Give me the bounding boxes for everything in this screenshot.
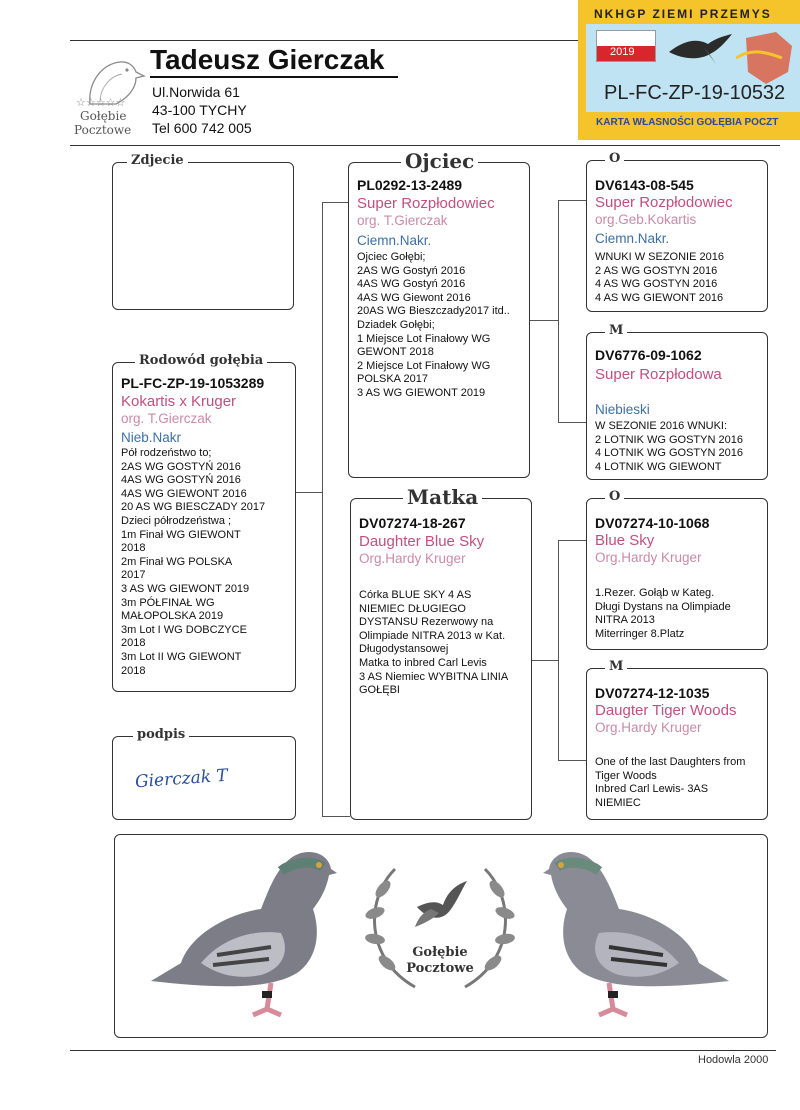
sire-sire-ring-number: DV6143-08-545 — [595, 177, 694, 193]
sire-dam-box — [586, 323, 768, 480]
site-logo — [70, 52, 150, 142]
sire-color: Ciemn.Nakr. — [357, 233, 432, 248]
dam-dam-achievements — [595, 756, 763, 810]
bird-ring-number: PL-FC-ZP-19-1053289 — [121, 375, 265, 391]
breeder-name: Tadeusz Gierczak — [150, 44, 385, 75]
emblem-text-2: Pocztowe — [406, 961, 474, 976]
achievement-line: POLSKA 2017 — [357, 373, 428, 386]
bird-org: org. T.Gierczak — [121, 411, 212, 426]
achievement-line: 4AS WG Giewont 2016 — [357, 291, 471, 304]
sire-ring-number: PL0292-13-2489 — [357, 177, 463, 193]
sire-dam-legend: M — [605, 323, 627, 338]
achievement-line: 3m Lot I WG DOBCZYCE — [121, 623, 247, 636]
achievement-line: 4AS WG GIEWONT 2016 — [121, 487, 247, 500]
achievement-line: 4 AS WG GIEWONT 2016 — [595, 291, 724, 304]
achievement-line: DYSTANSU Rezerwowy na — [359, 616, 494, 629]
achievement-line: Długodystansowej — [359, 643, 449, 656]
achievement-line: 3m Lot II WG GIEWONT — [121, 650, 242, 663]
dam-sire-legend: O — [605, 489, 624, 504]
sire-org: org. T.Gierczak — [357, 213, 448, 228]
achievement-line: 2017 — [121, 569, 146, 582]
connector-dam-out — [532, 660, 558, 661]
achievement-line: Matka to inbred Carl Levis — [359, 656, 487, 669]
achievement-line: W SEZONIE 2016 WNUKI: — [595, 420, 728, 432]
name-underline — [150, 76, 398, 78]
dam-sire-box — [586, 489, 768, 650]
footer-text: Hodowla 2000 — [698, 1054, 769, 1066]
achievement-line: Inbred Carl Lewis- 3AS — [595, 783, 709, 796]
achievement-line: 4AS WG GOSTYŃ 2016 — [121, 474, 241, 487]
achievement-line: NITRA 2013 — [595, 614, 655, 627]
achievement-line: Dzieci półrodzeństwa ; — [121, 514, 232, 527]
achievement-line: 20 AS WG BIESCZADY 2017 — [121, 501, 266, 514]
sire-sire-name: Super Rozpłodowiec — [595, 194, 733, 211]
achievement-line: 3 AS Niemiec WYBITNA LINIA — [359, 670, 509, 683]
achievement-line: Dziadek Gołębi; — [357, 318, 435, 331]
pigeon-image-panel — [114, 834, 768, 1038]
dam-sire-ring-number: DV07274-10-1068 — [595, 515, 710, 531]
achievement-line: NIEMIEC DŁUGIEGO — [359, 602, 466, 615]
connector-sire-vertical — [558, 200, 559, 422]
signature-text: Gierczak T — [134, 765, 229, 793]
flying-pigeon-icon — [664, 30, 734, 70]
bird-box — [112, 353, 296, 692]
right-pigeon-illustration — [529, 843, 739, 1023]
achievement-line: 2018 — [121, 664, 146, 677]
card-title: NKHGP ZIEMI PRZEMYS — [594, 7, 772, 21]
connector-dam-vertical — [558, 540, 559, 760]
dam-sire-name: Blue Sky — [595, 532, 655, 549]
bird-name: Kokartis x Kruger — [121, 393, 237, 410]
sire-box — [348, 149, 530, 478]
photo-legend: Zdjecie — [127, 153, 188, 168]
card-footer: KARTA WŁASNOŚCI GOŁĘBIA POCZT — [596, 117, 779, 128]
achievement-line: Ojciec Gołębi; — [357, 251, 426, 263]
dam-ring-number: DV07274-18-267 — [359, 515, 466, 531]
achievement-line: 2m Finał WG POLSKA — [121, 555, 233, 568]
dam-box — [350, 485, 532, 820]
photo-box — [112, 153, 294, 310]
sire-dam-achievements — [595, 420, 763, 474]
address-line-2: 43-100 TYCHY — [152, 102, 247, 118]
left-pigeon-illustration — [141, 843, 351, 1023]
sire-dam-name: Super Rozpłodowa — [595, 366, 722, 383]
achievement-line: 2AS WG Gostyń 2016 — [357, 264, 466, 277]
achievement-line: Córka BLUE SKY 4 AS — [359, 589, 472, 601]
sire-sire-org: org.Geb.Kokartis — [595, 212, 697, 227]
top-rule — [70, 40, 580, 41]
emblem-text-1: Gołębie — [412, 945, 468, 960]
achievement-line: 4AS WG Gostyń 2016 — [357, 278, 466, 291]
achievement-line: 4 LOTNIK WG GIEWONT — [595, 460, 722, 473]
connector-to-sire — [322, 202, 348, 203]
sire-sire-legend: O — [605, 151, 624, 166]
dam-sire-org: Org.Hardy Kruger — [595, 550, 702, 565]
connector-bird-vertical — [322, 202, 323, 816]
connector-to-sire-sire — [558, 200, 586, 201]
connector-sire-out — [530, 320, 558, 321]
region-map-icon — [736, 28, 796, 88]
connector-to-dam — [322, 816, 350, 817]
achievement-line: 2 AS WG GOSTYN 2016 — [595, 264, 718, 277]
achievement-line: 1 Miejsce Lot Finałowy WG — [357, 332, 491, 345]
dam-dam-name: Daugter Tiger Woods — [595, 702, 737, 719]
achievement-line: WNUKI W SEZONIE 2016 — [595, 251, 724, 263]
dove-icon — [411, 879, 471, 929]
achievement-line: GOŁĘBI — [359, 684, 400, 697]
connector-bird-out — [296, 492, 322, 493]
sire-dam-color: Niebieski — [595, 402, 650, 417]
achievement-line: 1.Rezer. Gołąb w Kateg. — [595, 587, 715, 599]
achievement-line: 2018 — [121, 637, 146, 650]
achievement-line: 4 LOTNIK WG GOSTYN 2016 — [595, 447, 743, 460]
center-emblem — [355, 849, 525, 1025]
logo-text-1: Gołębie — [80, 109, 127, 123]
achievement-line: 4 AS WG GOSTYN 2016 — [595, 278, 718, 291]
achievement-line: Długi Dystans na Olimpiade — [595, 600, 731, 613]
sire-sire-color: Ciemn.Nakr. — [595, 231, 670, 246]
connector-to-sire-dam — [558, 422, 586, 423]
bird-achievements — [121, 447, 291, 678]
bird-color: Nieb.Nakr — [121, 430, 182, 445]
dam-name: Daughter Blue Sky — [359, 533, 485, 550]
achievement-line: 2AS WG GOSTYŃ 2016 — [121, 460, 241, 473]
achievement-line: Pół rodzeństwo to; — [121, 447, 212, 459]
connector-to-dam-dam — [558, 760, 586, 761]
logo-text-2: Pocztowe — [74, 123, 132, 137]
achievement-line: 1m Finał WG GIEWONT — [121, 528, 241, 541]
achievement-line: MAŁOPOLSKA 2019 — [121, 610, 224, 623]
achievement-line: 2 LOTNIK WG GOSTYN 2016 — [595, 433, 743, 446]
achievement-line: 2 Miejsce Lot Finałowy WG — [357, 359, 491, 372]
ownership-card — [578, 0, 800, 140]
dam-dam-box — [586, 659, 768, 820]
achievement-line: Olimpiade NITRA 2013 w Kat. — [359, 629, 506, 642]
logo-stars: ☆☆☆☆☆ — [76, 97, 126, 109]
card-year: 2019 — [610, 46, 635, 58]
connector-to-dam-sire — [558, 540, 586, 541]
achievement-line: 20AS WG Bieszczady2017 itd.. — [357, 305, 510, 318]
address-line-1: Ul.Norwida 61 — [152, 84, 240, 100]
dam-dam-legend: M — [605, 659, 627, 674]
footer-rule — [70, 1050, 776, 1051]
signature-box — [112, 727, 296, 820]
card-ring-number: PL-FC-ZP-19-10532 — [604, 82, 786, 104]
achievement-line: Miterringer 8.Platz — [595, 627, 685, 640]
achievement-line: One of the last Daughters from — [595, 756, 746, 768]
signature-legend: podpis — [133, 727, 189, 742]
dam-legend: Matka — [403, 485, 482, 509]
sire-achievements — [357, 251, 525, 401]
dam-dam-org: Org.Hardy Kruger — [595, 720, 702, 735]
achievement-line: 3 AS WG GIEWONT 2019 — [357, 386, 486, 399]
achievement-line: Tiger Woods — [595, 769, 657, 782]
sire-sire-achievements — [595, 251, 763, 305]
achievement-line: 2018 — [121, 542, 146, 555]
achievement-line: 3m PÓŁFINAŁ WG — [121, 596, 215, 609]
dam-achievements — [359, 589, 527, 698]
bird-legend: Rodowód gołębia — [135, 353, 267, 368]
sire-sire-box — [586, 151, 768, 312]
sire-name: Super Rozpłodowiec — [357, 195, 495, 212]
achievement-line: NIEMIEC — [595, 796, 641, 809]
card-map-panel — [586, 24, 800, 112]
sire-dam-ring-number: DV6776-09-1062 — [595, 347, 702, 363]
achievement-line: 3 AS WG GIEWONT 2019 — [121, 582, 250, 595]
dam-dam-ring-number: DV07274-12-1035 — [595, 685, 710, 701]
dam-sire-achievements — [595, 587, 763, 641]
achievement-line: GEWONT 2018 — [357, 346, 434, 359]
header-rule — [70, 145, 780, 146]
phone: Tel 600 742 005 — [152, 120, 252, 136]
dam-org: Org.Hardy Kruger — [359, 551, 466, 566]
sire-legend: Ojciec — [401, 149, 478, 173]
